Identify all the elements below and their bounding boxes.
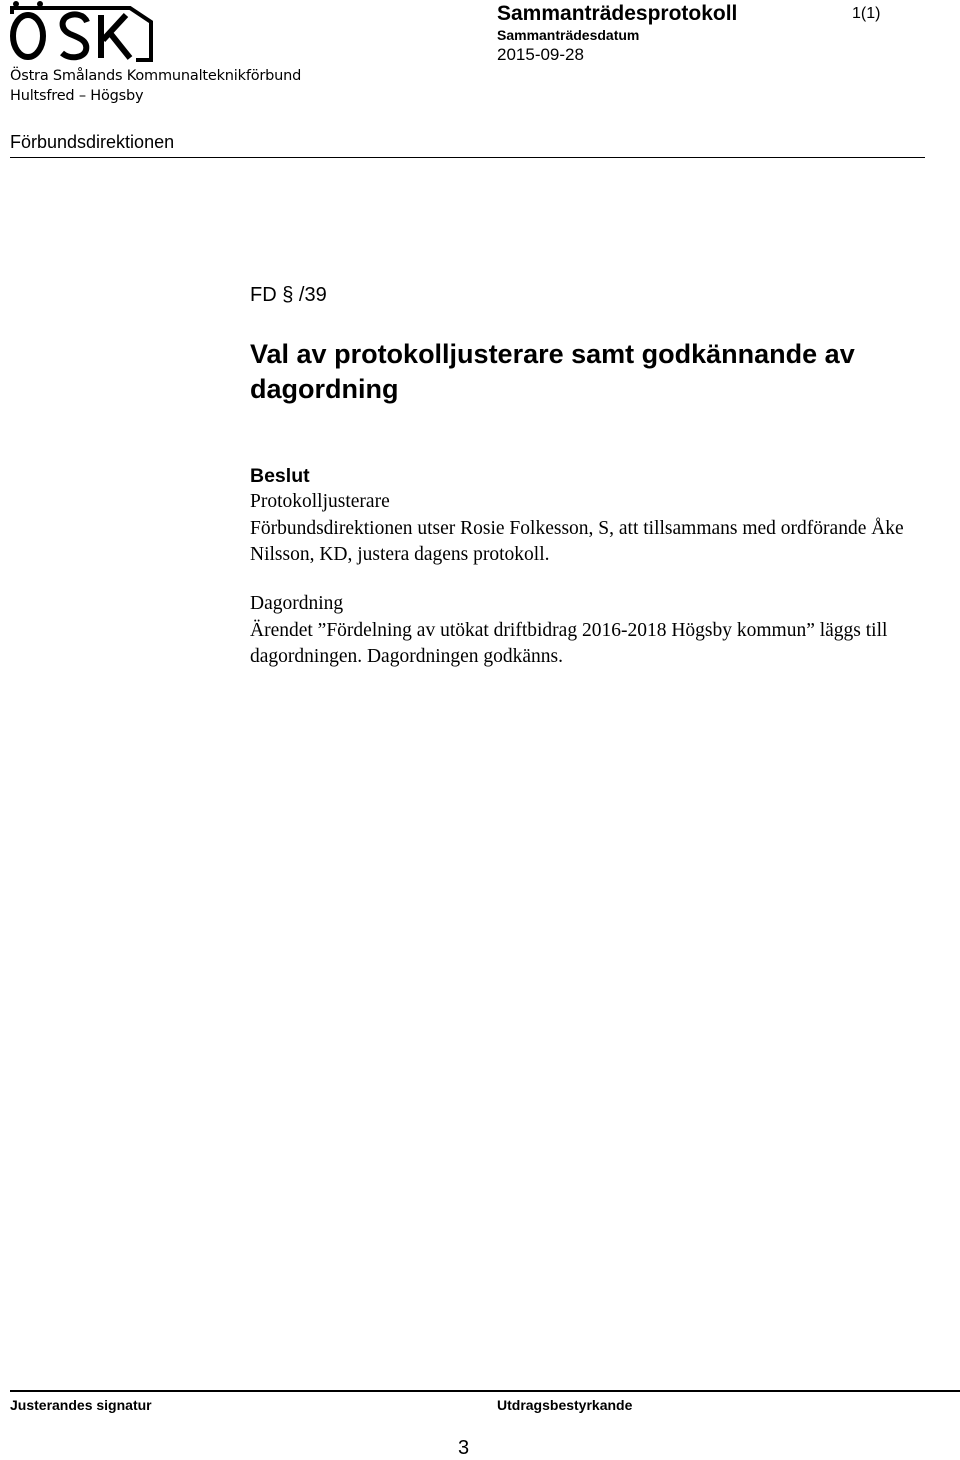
page-count: 1(1) <box>852 5 881 22</box>
dagordning-label: Dagordning <box>250 593 344 614</box>
utdragsbestyrkande-label: Utdragsbestyrkande <box>497 1397 633 1413</box>
logo-text: ÖSK <box>10 0 13 1</box>
meeting-date-value: 2015-09-28 <box>497 45 584 64</box>
item-reference: FD § /39 <box>250 284 327 306</box>
meeting-date-label: Sammanträdesdatum <box>497 27 640 43</box>
footer-divider <box>10 1390 960 1392</box>
dagordning-text: Ärendet ”Fördelning av utökat driftbidrag 2016-2018 Högsby kommun” läggs till dagordningen. Dagordningen godkänns. <box>250 620 888 667</box>
item-heading: Val av protokolljusterare samt godkännande av dagordning <box>250 339 855 404</box>
page-number: 3 <box>458 1437 470 1459</box>
org-name: Östra Smålands Kommunalteknikförbund <box>10 68 302 84</box>
osk-logo <box>10 0 155 64</box>
document-title: Sammanträdesprotokoll <box>497 2 738 25</box>
decision-label: Beslut <box>250 465 310 487</box>
protokolljusterare-text: Förbundsdirektionen utser Rosie Folkesson, S, att tillsammans med ordförande Åke Nilsson, KD, justera dagens protokoll. <box>250 518 904 565</box>
header-divider <box>10 157 925 158</box>
org-towns: Hultsfred – Högsby <box>10 88 144 104</box>
justerandes-signatur-label: Justerandes signatur <box>10 1397 152 1413</box>
protokolljusterare-label: Protokolljusterare <box>250 491 390 512</box>
board-name: Förbundsdirektionen <box>10 132 175 152</box>
